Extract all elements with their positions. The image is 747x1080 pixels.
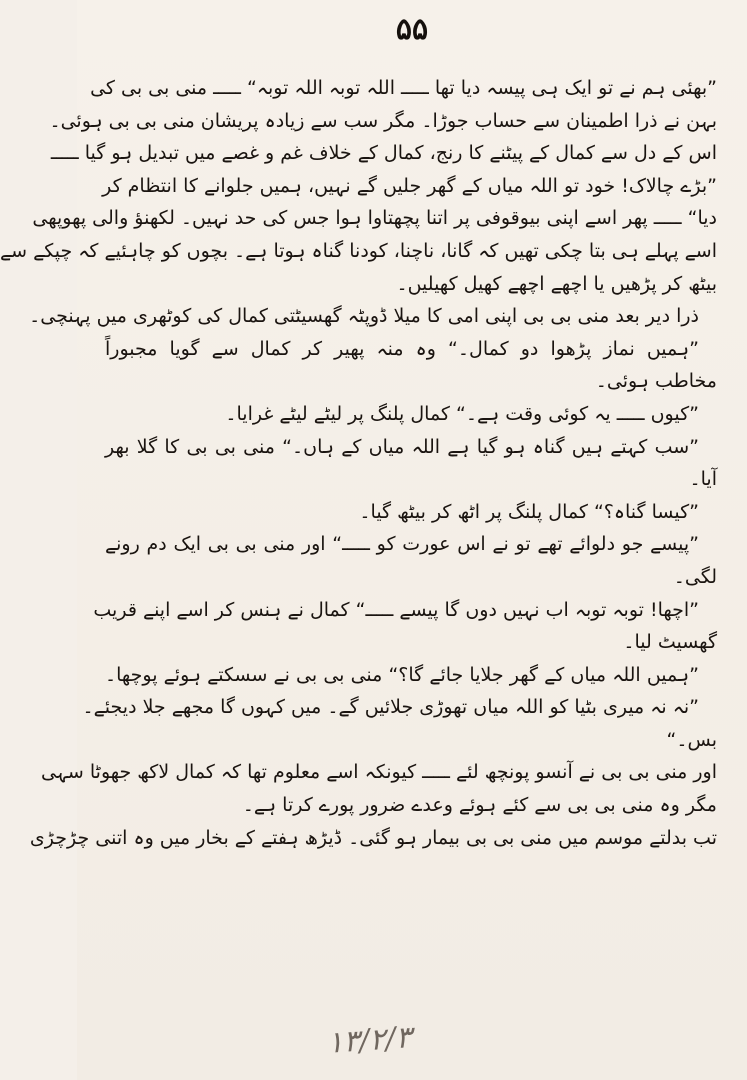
text-line: ”ہمیں اللہ میاں کے گھر جلایا جائے گا؟“ منی بی بی نے سسکتے ہوئے پوچھا۔ bbox=[105, 663, 699, 686]
text-line: ”بھئی ہم نے تو ایک ہی پیسہ دیا تھا ـــــ اللہ توبہ اللہ توبہ“ ـــــ منی بی بی کی bbox=[90, 77, 717, 99]
text-line: ”ہمیں نماز پڑھوا دو کمال۔“ وہ منہ پھیر کر کمال سے گویا مجبوراً bbox=[105, 337, 699, 360]
text-line: تب بدلتے موسم میں منی بی بی بیمار ہو گئی۔ ڈیڑھ ہفتے کے بخار میں وہ اتنی چڑچڑی bbox=[29, 826, 717, 849]
text-line: ذرا دیر بعد منی بی بی اپنی امی کا میلا ڈوپٹہ گھسیٹتی کمال کی کوٹھری میں پہنچی۔ bbox=[29, 305, 699, 328]
text-line: بیٹھ کر پڑھیں یا اچھے اچھے کھیل کھیلیں۔ bbox=[396, 272, 717, 295]
text-line: ”اچھا! توبہ توبہ اب نہیں دوں گا پیسے ـــــ“ کمال نے ہنس کر اسے اپنے قریب bbox=[93, 598, 699, 621]
text-line: ”کیوں ـــــ یہ کوئی وقت ہے۔“ کمال پلنگ پر لیٹے لیٹے غرایا۔ bbox=[225, 402, 699, 425]
handwritten-note: ۱۳/۲/۳ bbox=[325, 1020, 413, 1061]
text-line: بہن نے ذرا اطمینان سے حساب جوڑا۔ مگر سب سے زیادہ پریشان منی بی بی ہوئی۔ bbox=[49, 109, 717, 132]
text-line: ”بڑے چالاک! خود تو اللہ میاں کے گھر جلیں گے نہیں، ہمیں جلوانے کا انتظام کر bbox=[102, 174, 717, 197]
text-line: ”سب کہتے ہیں گناہ ہو گیا ہے اللہ میاں کے ہاں۔“ منی بی بی کا گلا بھر bbox=[105, 435, 699, 458]
text-line: آیا۔ bbox=[689, 468, 717, 491]
page-number: ۵۵ bbox=[395, 12, 429, 47]
text-line: مگر وہ منی بی بی سے کئے ہوئے وعدے ضرور پورے کرتا ہے۔ bbox=[242, 794, 717, 817]
text-line: اسے پہلے ہی بتا چکی تھیں کہ گانا، ناچنا، کودنا گناہ ہوتا ہے۔ بچوں کو چاہئیے کہ چپکے سے bbox=[0, 239, 717, 262]
text-line: مخاطب ہوئی۔ bbox=[595, 370, 717, 393]
text-line: ”کیسا گناہ؟“ کمال پلنگ پر اٹھ کر بیٹھ گیا۔ bbox=[359, 500, 699, 523]
text-line: ”نہ نہ میری بٹیا کو اللہ میاں تھوڑی جلائیں گے۔ میں کہوں گا مجھے جلا دیجئے۔ bbox=[82, 696, 699, 719]
text-line: ”پیسے جو دلوائے تھے تو نے اس عورت کو ـــــ“ اور منی بی بی ایک دم رونے bbox=[105, 533, 699, 556]
text-line: دیا“ ـــــ پھر اسے اپنی بیوقوفی پر اتنا پچھتاوا ہوا جس کی حد نہیں۔ لکھنؤ والی پھوپھی bbox=[32, 207, 717, 230]
story-text bbox=[0, 72, 717, 854]
text-line: اس کے دل سے کمال کے پیٹنے کا رنج، کمال کے خلاف غم و غصے میں تبدیل ہو گیا ـــــ bbox=[50, 142, 717, 165]
text-line: بس۔“ bbox=[666, 728, 717, 751]
text-line: اور منی بی بی نے آنسو پونچھ لئے ـــــ کیونکہ اسے معلوم تھا کہ کمال لاکھ جھوٹا سہی bbox=[40, 761, 717, 784]
text-line: لگی۔ bbox=[673, 565, 717, 588]
text-line: گھسیٹ لیا۔ bbox=[623, 631, 717, 654]
